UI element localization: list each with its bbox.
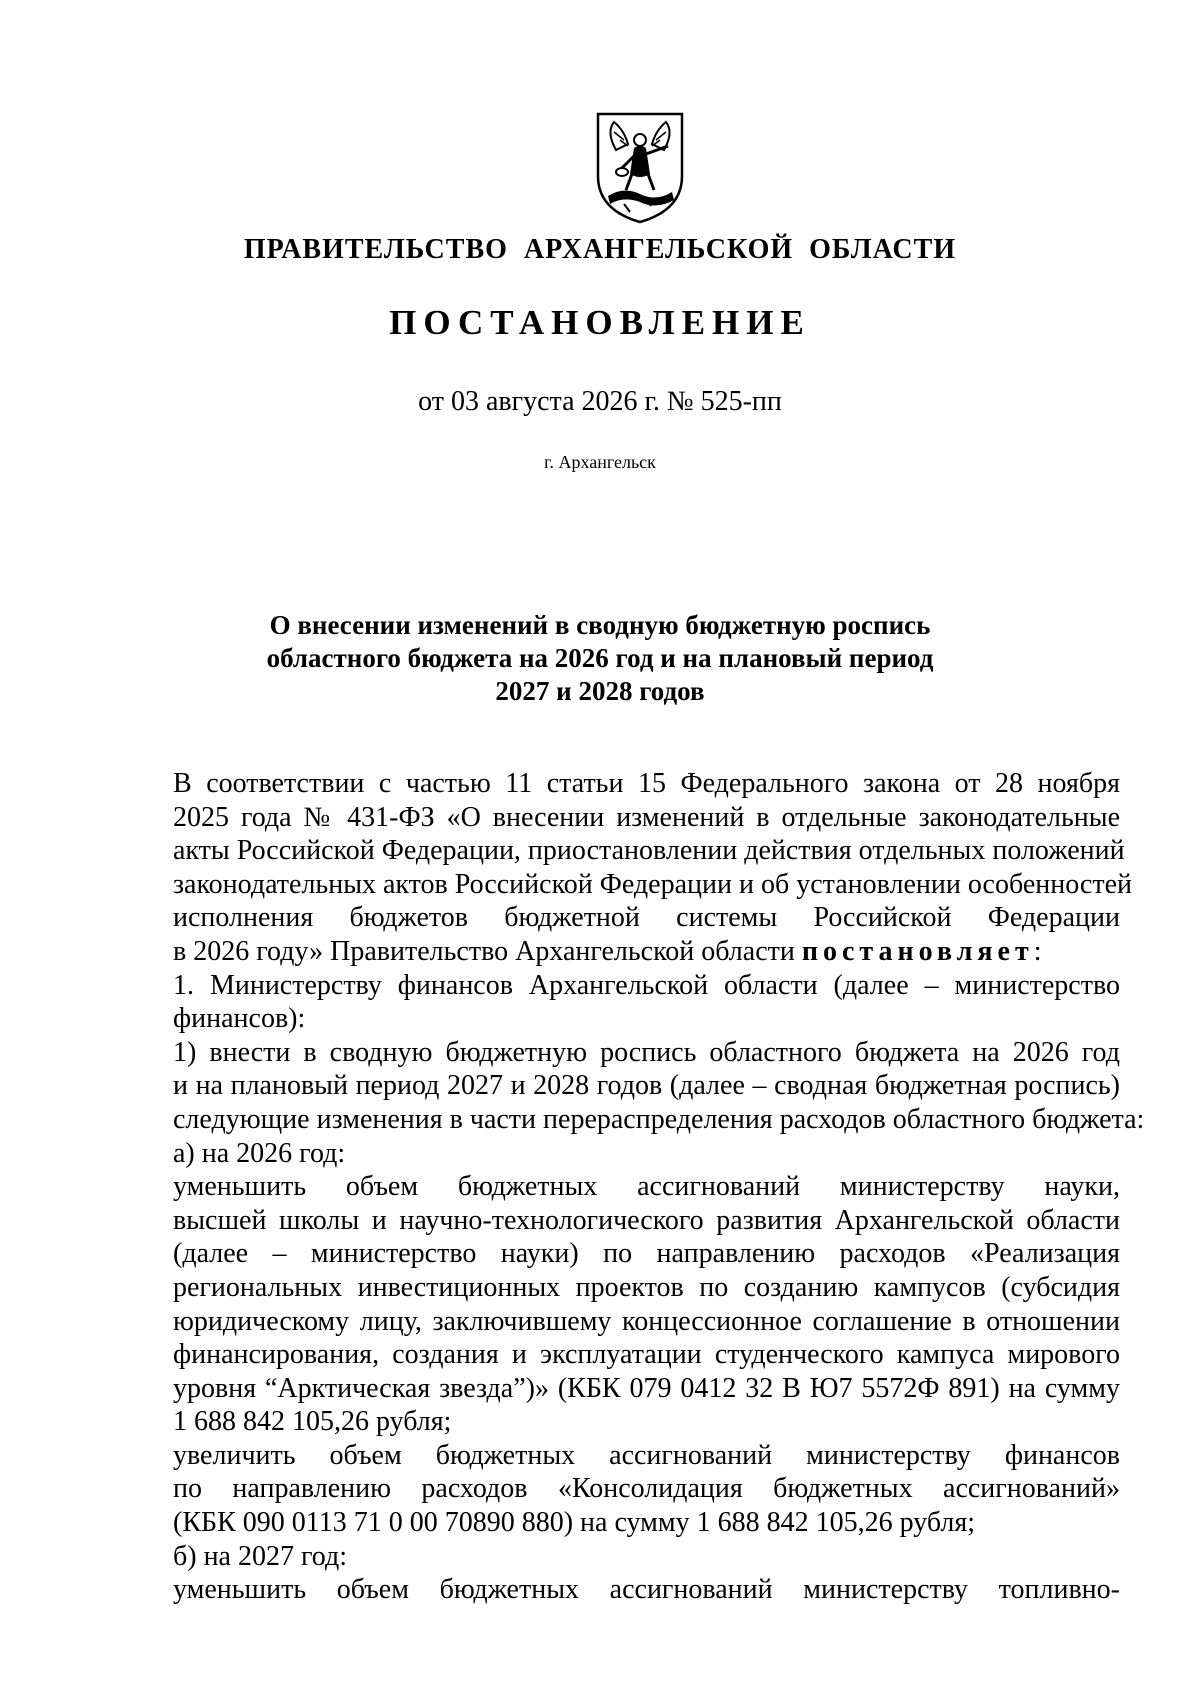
text-line: 1 688 842 105,26 рубля; [173,1406,452,1438]
text-line: законодательных актов Российской Федерации и об установлении особенностей [173,868,1132,900]
text-line: акты Российской Федерации, приостановлении действия отдельных положений [173,835,1125,867]
text-fragment: в 2026 году» Правительство Архангельской области [173,935,802,967]
document-type: ПОСТАНОВЛЕНИЕ [389,303,811,342]
coat-of-arms-icon [594,110,686,226]
text-line: б) на 2027 год: [173,1540,347,1572]
document-body [173,767,1145,1607]
document-date-number: от 03 августа 2026 г. № 525-пп [418,386,782,417]
government-name: ПРАВИТЕЛЬСТВО АРХАНГЕЛЬСКОЙ ОБЛАСТИ [243,234,957,265]
text-line: уменьшить объем бюджетных ассигнований министерству науки, [173,1171,1120,1203]
text-line: юридическому лицу, заключившему концессионное соглашение в отношении [173,1305,1120,1337]
text-line: исполнения бюджетов бюджетной системы Российской Федерации [173,902,1120,934]
text-line: финансирования, создания и эксплуатации студенческого кампуса мирового [173,1339,1120,1371]
text-line: региональных инвестиционных проектов по созданию кампусов (субсидия [173,1271,1120,1303]
city-name: г. Архангельск [544,452,656,472]
text-line: по направлению расходов «Консолидация бюджетных ассигнований» [173,1473,1120,1505]
title-line: областного бюджета на 2026 год и на плановый период [266,643,934,673]
text-line: (КБК 090 0113 71 0 00 70890 880) на сумму 1 688 842 105,26 рубля; [173,1507,976,1539]
text-line: 2025 года № 431-ФЗ «О внесении изменений в отдельные законодательные [173,801,1120,833]
text-fragment: : [1033,935,1042,967]
text-line: 1. Министерству финансов Архангельской области (далее – министерство [173,969,1120,1001]
text-line: высшей школы и научно-технологического развития Архангельской области [173,1204,1120,1236]
text-line: увеличить объем бюджетных ассигнований министерству финансов [173,1439,1120,1471]
text-line: (далее – министерство науки) по направлению расходов «Реализация [173,1238,1120,1270]
text-line: 1) внести в сводную бюджетную роспись областного бюджета на 2026 год [173,1036,1120,1068]
title-line: 2027 и 2028 годов [495,676,705,706]
title-line: О внесении изменений в сводную бюджетную роспись [269,610,931,640]
document-title [0,609,1200,708]
text-line: В соответствии с частью 11 статьи 15 Федерального закона от 28 ноября [173,768,1120,799]
resolves-keyword: постановляет [801,935,1034,967]
text-line: уменьшить объем бюджетных ассигнований министерству топливно- [173,1574,1120,1606]
text-line: уровня “Арктическая звезда”)» (КБК 079 0412 32 В Ю7 5572Ф 891) на сумму [173,1372,1120,1404]
text-line: следующие изменения в части перераспределения расходов областного бюджета: [173,1103,1145,1135]
text-line [173,935,1120,969]
text-line: финансов): [173,1003,306,1035]
text-line: а) на 2026 год: [173,1137,346,1169]
text-line: и на плановый период 2027 и 2028 годов (далее – сводная бюджетная роспись) [173,1070,1120,1102]
